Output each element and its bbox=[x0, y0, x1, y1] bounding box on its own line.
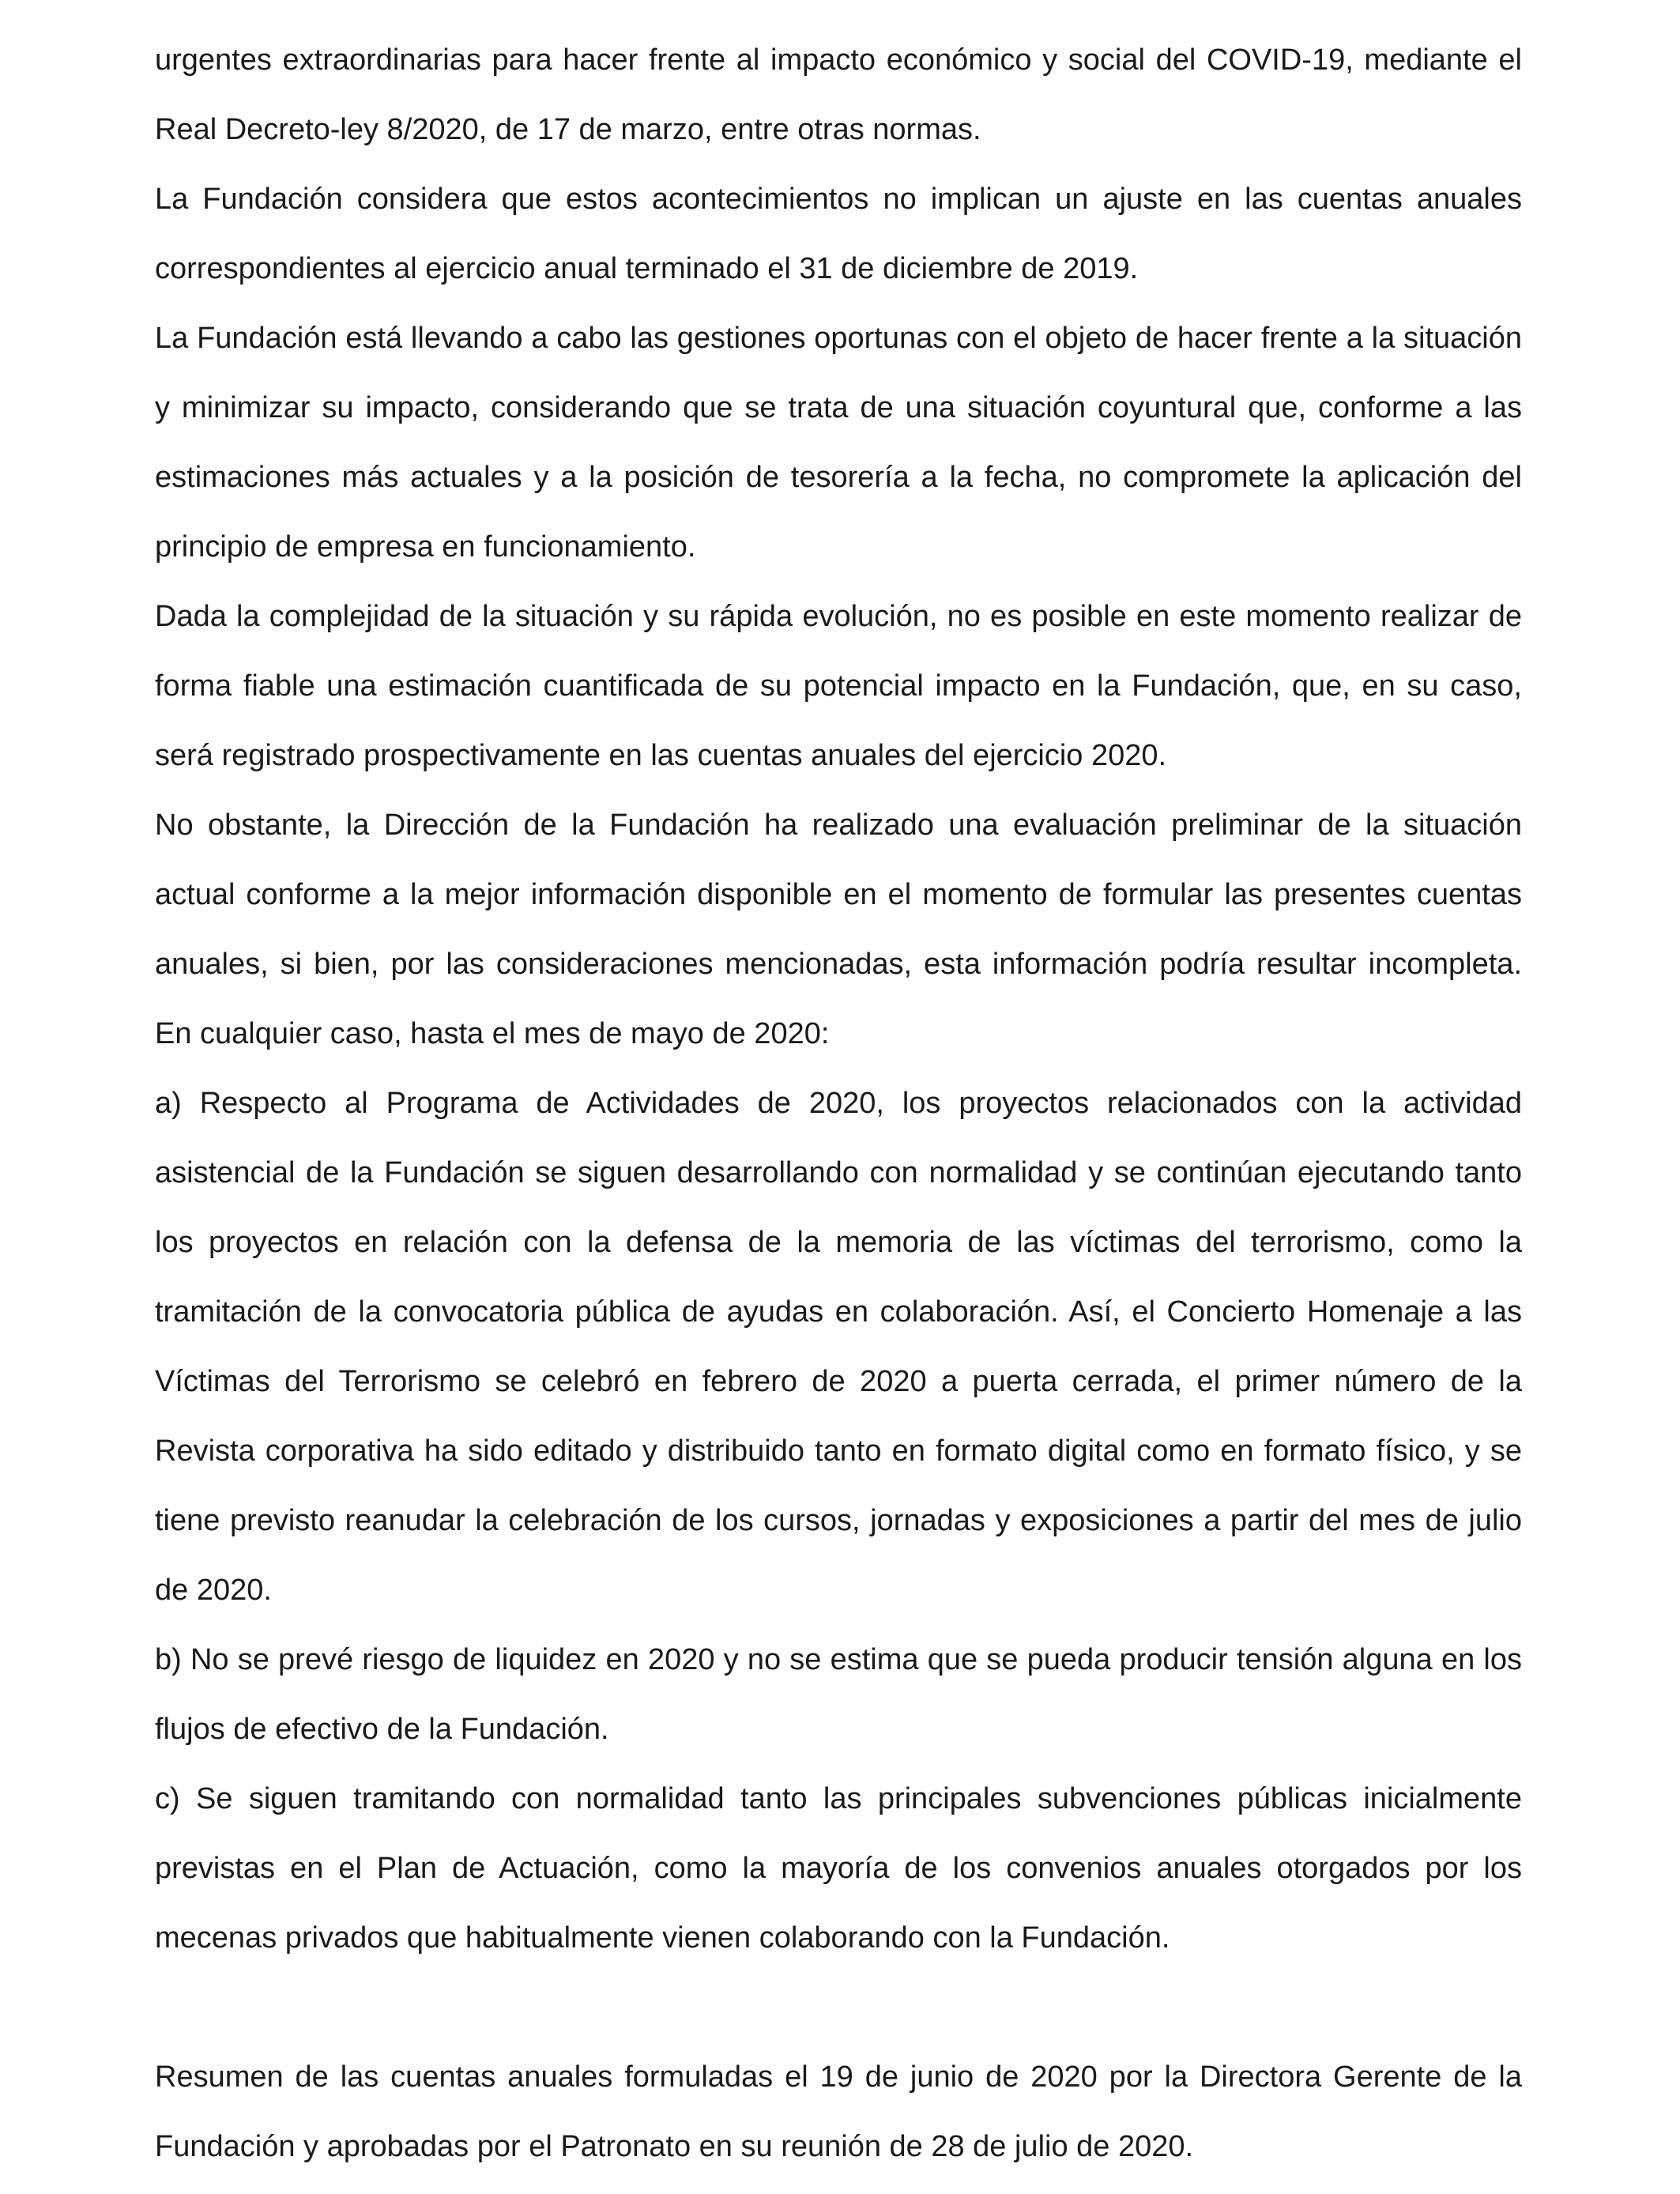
paragraph-covid-measures: urgentes extraordinarias para hacer frente al impacto económico y social del COVID-19, mediante el Real Decreto-ley 8/2020, de 17 de marzo, entre otras normas. bbox=[155, 43, 1522, 146]
document-page bbox=[155, 25, 1522, 2181]
paragraph-no-adjustment: La Fundación considera que estos acontecimientos no implican un ajuste en las cuentas anuales correspondientes al ejercicio anual terminado el 31 de diciembre de 2019. bbox=[155, 183, 1522, 285]
closing-summary: Resumen de las cuentas anuales formuladas el 19 de junio de 2020 por la Directora Gerente de la Fundación y aprobadas por el Patronato en su reunión de 28 de julio de 2020. bbox=[155, 2060, 1522, 2163]
section-spacer bbox=[155, 1973, 1522, 2042]
paragraph-impact-estimation: Dada la complejidad de la situación y su rápida evolución, no es posible en este momento realizar de forma fiable una estimación cuantificada de su potencial impacto en la Fundación, que, en su caso, será registrado prospectivamente en las cuentas anuales del ejercicio 2020. bbox=[155, 600, 1522, 772]
paragraph-item-a-activities: a) Respecto al Programa de Actividades de 2020, los proyectos relacionados con la actividad asistencial de la Fundación se siguen desarrollando con normalidad y se continúan ejecutando tanto los proyectos en relación con la defensa de la memoria de las víctimas del terrorismo, como la tramitación de la convocatoria pública de ayudas en colaboración. Así, el Concierto Homenaje a las Víctimas del Terrorismo se celebró en febrero de 2020 a puerta cerrada, el primer número de la Revista corporativa ha sido editado y distribuido tanto en formato digital como en formato físico, y se tiene previsto reanudar la celebración de los cursos, jornadas y exposiciones a partir del mes de julio de 2020. bbox=[155, 1087, 1522, 1607]
paragraph-management-actions: La Fundación está llevando a cabo las gestiones oportunas con el objeto de hacer frente a la situación y minimizar su impacto, considerando que se trata de una situación coyuntural que, conforme a las estimaciones más actuales y a la posición de tesorería a la fecha, no compromete la aplicación del principio de empresa en funcionamiento. bbox=[155, 322, 1522, 564]
paragraph-item-c-subsidies: c) Se siguen tramitando con normalidad tanto las principales subvenciones públicas inicialmente previstas en el Plan de Actuación, como la mayoría de los convenios anuales otorgados por los mecenas privados que habitualmente vienen colaborando con la Fundación. bbox=[155, 1782, 1522, 1955]
paragraph-preliminary-evaluation: No obstante, la Dirección de la Fundación ha realizado una evaluación preliminar de la situación actual conforme a la mejor información disponible en el momento de formular las presentes cuentas anuales, si bien, por las consideraciones mencionadas, esta información podría resultar incompleta. En cualquier caso, hasta el mes de mayo de 2020: bbox=[155, 809, 1522, 1050]
paragraph-item-b-liquidity: b) No se prevé riesgo de liquidez en 2020 y no se estima que se pueda producir tensión alguna en los flujos de efectivo de la Fundación. bbox=[155, 1643, 1522, 1746]
